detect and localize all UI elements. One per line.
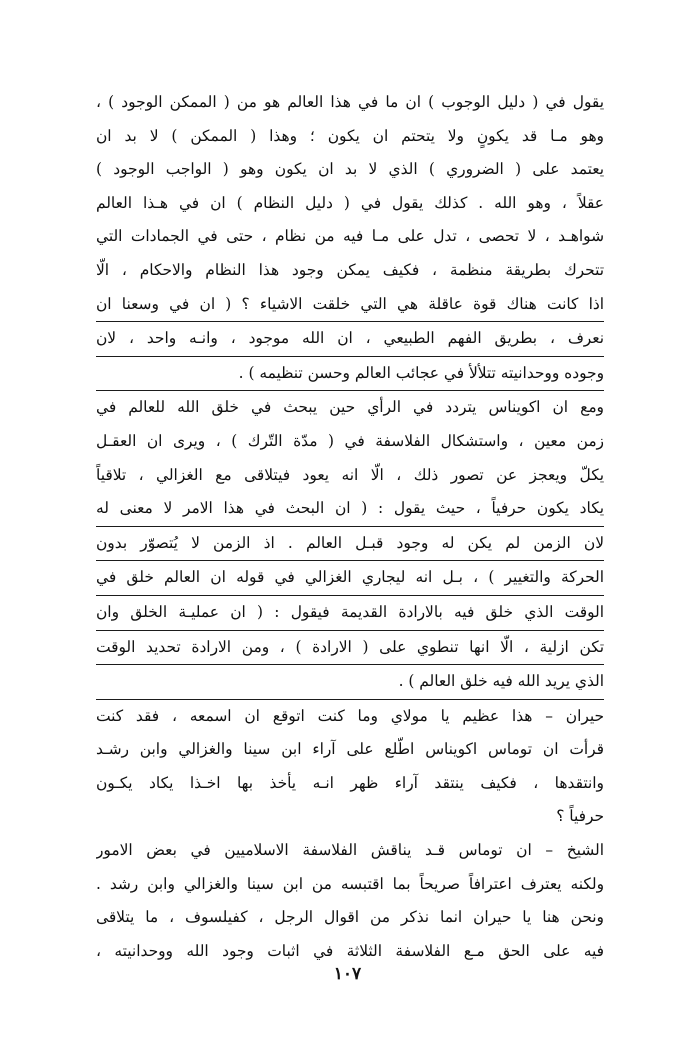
text-line: شواهـد ، لا تحصى ، تدل على مـا فيه من نظام ، حتى في الجمادات التي <box>96 227 604 246</box>
text-line-underlined: لان الزمن لم يكن له وجود قبـل العالم . اذ الزمن لا يُتصوّر بدون <box>96 527 604 562</box>
text-line-underlined: اذا كانت هناك قوة عاقلة هي التي خلقت الاشياء ؟ ( ان في وسعنا ان <box>96 288 604 323</box>
text-line-underlined: وجوده ووحدانيته تتلألأ في عجائب العالم وحسن تنظيمه ) . <box>96 357 604 392</box>
page-number: ١٠٧ <box>333 964 362 984</box>
text-line: حرفياً ؟ <box>556 807 604 826</box>
book-page-text <box>96 86 604 968</box>
text-line: زمن معين ، واستشكال الفلاسفة في ( مدّة التّرك ) ، ويرى ان العقـل <box>96 431 604 450</box>
text-line-underlined: نعرف ، بطريق الفهم الطبيعي ، ان الله موجود ، وانـه واحد ، لان <box>96 322 604 357</box>
text-line: ونحن هنا يا حيران انما نذكر من اقوال الرجل ، كفيلسوف ، ما يتلاقى <box>96 908 604 927</box>
text-line: وهو مـا قد يكونٍ ولا يتحتم ان يكون ؛ وهذا ( الممكن ) لا بد ان <box>96 126 604 145</box>
text-line-underlined: يكاد يكون حرفياً ، حيث يقول : ( ان البحث في هذا الامر لا معنى له <box>96 492 604 527</box>
text-line: تتحرك بطريقة منظمة ، فكيف يمكن وجود هذا النظام والاحكام ، الّا <box>96 260 604 279</box>
text-line-underlined: الذي يريد الله فيه خلق العالم ) . <box>96 665 604 700</box>
text-line-underlined: الحركة والتغيير ) ، بـل انه ليجاري الغزالي في قوله ان العالم خلق في <box>96 561 604 596</box>
text-line-underlined: تكن ازلية ، الّا انها تنطوي على ( الارادة ) ، ومن الارادة تحديد الوقت <box>96 631 604 666</box>
text-line: قرأت ان توماس اكويناس اطّلع على آراء ابن سينا والغزالي وابن رشـد <box>96 740 604 759</box>
text-line: يكلّ ويعجز عن تصور ذلك ، الّا انه يعود فيتلاقى مع الغزالي ، تلاقياً <box>96 465 604 484</box>
text-line: حيران – هذا عظيم يا مولاي وما كنت اتوقع ان اسمعه ، فقد كنت <box>96 706 604 725</box>
text-line: ومع ان اكويناس يتردد في الرأي حين يبحث في خلق الله للعالم في <box>96 398 604 417</box>
text-line: يقول في ( دليل الوجوب ) ان ما في هذا العالم هو من ( الممكن الوجود ) ، <box>96 93 604 111</box>
text-line: عقلاً ، وهو الله . كذلك يقول في ( دليل النظام ) ان في هـذا العالم <box>96 193 604 212</box>
text-line: وانتقدها ، فكيف ينتقد آراء ظهر انـه يأخذ بها اخـذا يكاد يكـون <box>96 773 604 792</box>
text-line-underlined: الوقت الذي خلق فيه بالارادة القديمة فيقول : ( ان عمليـة الخلق وان <box>96 596 604 631</box>
text-line: يعتمد على ( الضروري ) الذي لا بد ان يكون وهو ( الواجب الوجود ) <box>96 160 604 179</box>
text-line: فيه على الحق مـع الفلاسفة الثلاثة في اثبات وجود الله ووحدانيته ، <box>96 941 604 960</box>
text-line: الشيخ – ان توماس قـد يناقش الفلاسفة الاسلاميين في بعض الامور <box>96 841 604 860</box>
text-line: ولكنه يعترف اعترافاً صريحاً بما اقتبسه من ابن سينا والغزالي وابن رشد . <box>96 874 604 893</box>
